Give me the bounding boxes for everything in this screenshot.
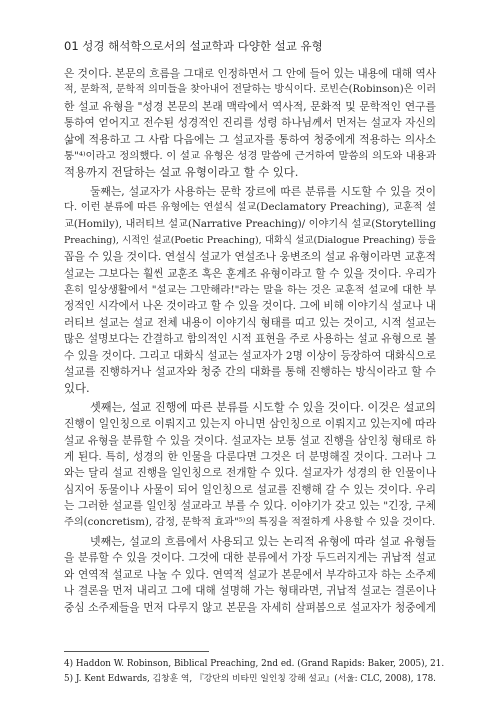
text-line: 설교를 진행하거나 설교자와 청중 간의 대화를 통해 진행하는 방식이라고 할 수 xyxy=(64,365,436,379)
text-line: 중심 소주제들을 먼저 다루지 않고 본문을 자세히 살펴봄으로 설교자가 청중에게 xyxy=(64,601,436,614)
text-line: 와는 달리 설교 진행을 일인칭으로 전개할 수 있다. 설교자가 성경의 한 인물이나 xyxy=(64,467,436,480)
footnote-divider xyxy=(64,651,209,652)
text-line: 많은 설명보다는 간결하고 함의적인 시적 표현을 주로 사용하는 설교 유형으로 볼 xyxy=(64,333,436,346)
text-line: 정적인 시각에서 나온 것이라고 할 수 있을 것이다. 그에 비해 이야기식 설교나 내 xyxy=(64,300,436,313)
text-line: 삶에 적용하고 그 사람 다음에는 그 설교자를 통하여 청중에게 적용하는 의사소 xyxy=(64,132,436,146)
text-line: 흔히 일상생활에서 "설교는 그만해라!"라는 말을 하는 것은 교훈적 설교에 대한 부 xyxy=(64,284,436,297)
text-line: 한 설교 유형을 "성경 본문의 본래 맥락에서 역사적, 문화적 및 문학적인 연구를 xyxy=(64,99,436,113)
text-line: 교(Homily), 내러티브 설교(Narrative Preaching)/ 이야기식 설교(Storytelling xyxy=(64,218,436,230)
footnote-5: 5) J. Kent Edwards, 김창훈 역, 『강단의 비타민 일인칭 강해 설교』(서울: CLC, 2008), 178. xyxy=(64,674,436,684)
text-line: 진행이 일인칭으로 이뤄지고 있는지 아니면 삼인칭으로 이뤄지고 있는지에 따라 xyxy=(64,417,436,431)
text-line: 둘째는, 설교자가 사용하는 문학 장르에 따른 분류를 시도할 수 있을 것이 xyxy=(90,184,436,198)
text-line: 넷째는, 설교의 흐름에서 사용되고 있는 논리적 유형에 따라 설교 유형들 xyxy=(90,534,436,548)
text-line: Preaching), 시적인 설교(Poetic Preaching), 대화식 설교(Dialogue Preaching) 등을 xyxy=(64,234,436,246)
text-line: 꼽을 수 있을 것이다. 연설식 설교가 연설조나 웅변조의 설교 유형이라면 교훈적 xyxy=(64,250,436,264)
text-line: 설교 유형을 분류할 수 있을 것이다. 설교자는 보통 설교 진행을 삼인칭 형태로 하 xyxy=(64,434,436,447)
text-line: 주의(concretism), 감정, 문학적 효과"⁵⁾의 특징을 적절하게 사용할 수 있을 것이다. xyxy=(64,516,436,528)
body-text xyxy=(64,66,436,616)
text-line: 통하여 얻어지고 전수된 성경적인 진리를 성령 하나님께서 먼저는 설교자 자신의 xyxy=(64,117,436,130)
text-line: 설교는 그보다는 훨씬 교훈조 혹은 훈계조 유형이라고 할 수 있을 것이다. 우리가 xyxy=(64,267,436,280)
text-line: 통"⁴⁾이라고 정의했다. 이 설교 유형은 성경 말씀에 근거하여 말씀의 의도와 내용과 xyxy=(64,149,436,162)
text-line: 을 분류할 수 있을 것이다. 그것에 대한 분류에서 가장 두드러지게는 귀납적 설교 xyxy=(64,552,436,565)
text-line: 러티브 설교는 설교 전체 내용이 이야기식 형태를 띠고 있는 것이고, 시적 설교는 xyxy=(64,316,436,329)
text-line: 심지어 동물이나 사물이 되어 일인칭으로 설교를 진행해 갈 수 있는 것이다. 우리 xyxy=(64,483,436,496)
text-line: 나 결론을 먼저 내리고 그에 대해 설명해 가는 형태라면, 귀납적 설교는 결론이나 xyxy=(64,585,436,598)
text-line: 있다. xyxy=(64,381,90,396)
running-header: 01 성경 해석학으로서의 설교학과 다양한 설교 유형 xyxy=(64,39,323,53)
text-line: 수 있을 것이다. 그리고 대화식 설교는 설교자가 2명 이상이 등장하여 대화식으로 xyxy=(64,349,436,362)
text-line: 는 그러한 설교를 일인칭 설교라고 부를 수 있다. 이야기가 갖고 있는 "긴장, 구체 xyxy=(64,500,436,513)
text-line: 적, 문화적, 문학적 의미들을 찾아내어 전달하는 방식이다. 로빈슨(Robinson)은 이러 xyxy=(64,84,436,96)
footnotes xyxy=(64,657,444,687)
text-line: 은 것이다. 본문의 흐름을 그대로 인정하면서 그 안에 들어 있는 내용에 대해 역사 xyxy=(64,68,436,80)
text-line: 와 연역적 설교로 나눌 수 있다. 연역적 설교가 본문에서 부각하고자 하는 소주제 xyxy=(64,568,436,581)
footnote-4: 4) Haddon W. Robinson, Biblical Preaching, 2nd ed. (Grand Rapids: Baker, 2005), 21. xyxy=(64,659,445,669)
text-line: 게 된다. 특히, 성경의 한 인물을 다룬다면 그것은 더 분명해질 것이다. 그러나 그 xyxy=(64,450,436,463)
text-line: 다. 이런 분류에 따른 유형에는 연설식 설교(Declamatory Preaching), 교훈적 설 xyxy=(64,202,436,214)
text-line: 셋째는, 설교 진행에 따른 분류를 시도할 수 있을 것이다. 이것은 설교의 xyxy=(90,400,436,414)
text-line: 적용까지 전달하는 설교 유형이라고 할 수 있다. xyxy=(64,165,299,180)
